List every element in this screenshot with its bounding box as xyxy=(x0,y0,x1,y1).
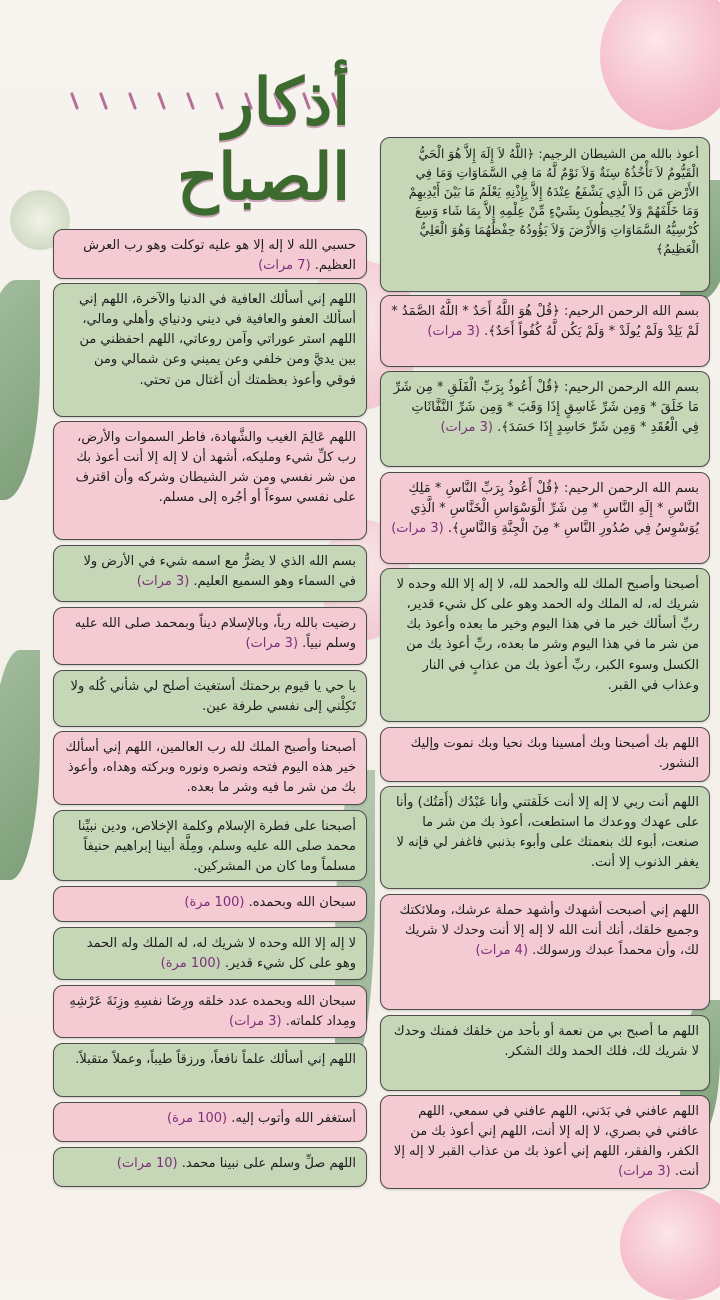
leaf-left-lower-decoration xyxy=(0,650,40,880)
dhikr-text: يا حي يا قيوم برحمتك أستغيث أصلح لي شأني كُله ولا تَكِلْني إلى نفسي طرفة عين. xyxy=(70,679,356,715)
dhikr-text: بسم الله الرحمن الرحيم: ﴿قُلْ أَعُوذُ بِرَبِّ النَّاسِ * مَلِكِ النَّاسِ * إِلَهِ النَّاسِ * مِن شَرِّ الْوَسْوَاسِ الْخَنَّاسِ * الَّذِي يُوَسْوِسُ فِي صُدُورِ النَّاسِ * مِنَ الْجِنَّةِ وَالنَّاسِ﴾. xyxy=(408,481,699,537)
dhikr-card-afiya xyxy=(53,283,367,417)
dhikr-text: حسبي الله لا إله إلا هو عليه توكلت وهو رب العرش العظيم. xyxy=(83,238,356,274)
dhikr-text: أستغفر الله وأتوب إليه. xyxy=(231,1111,356,1126)
dhikr-text: اللهم صلِّ وسلم على نبينا محمد. xyxy=(181,1156,356,1171)
dhikr-card-istighfar xyxy=(53,1102,367,1142)
dhikr-text: اللهم ما أصبح بي من نعمة أو بأحد من خلقك فمنك وحدك لا شريك لك، فلك الحمد ولك الشكر. xyxy=(393,1024,699,1060)
dhikr-text: اللهم إني أصبحت أشهدك وأشهد حملة عرشك، وملائكتك وجميع خلقك، أنك أنت الله لا إله إلا أنت وحدك لا شريك لك، وأن محمداً عبدك ورسولك. xyxy=(399,903,699,959)
dhikr-card-bika-asbahna xyxy=(380,727,710,782)
repeat-count: (7 مرات) xyxy=(258,258,311,274)
dhikr-card-ayat-al-kursi xyxy=(380,137,710,292)
repeat-count: (3 مرات) xyxy=(391,521,444,537)
dhikr-text: أصبحنا وأصبح الملك لله رب العالمين، اللهم إني أسألك خير هذه اليوم فتحه ونصره ونوره وبركته وهداه، وأعوذ بك من شر ما فيه وشر ما بعده. xyxy=(65,740,356,796)
repeat-count: (3 مرات) xyxy=(427,324,480,340)
dhikr-text: أصبحنا على فطرة الإسلام وكلمة الإخلاص، ودين نبيِّنا محمد صلى الله عليه وسلم، ومِلَّة أبينا إبراهيم حنيفاً مسلماً وما كان من المشركين. xyxy=(77,819,356,875)
dhikr-text: أعوذ بالله من الشيطان الرجيم: ﴿اللَّهُ لاَ إِلَهَ إِلاَّ هُوَ الْحَيُّ الْقَيُّومُ لاَ تَأْخُذُهُ سِنَةٌ وَلاَ نَوْمٌ لَّهُ مَا فِي السَّمَاوَاتِ وَمَا فِي الأَرْضِ مَن ذَا الَّذِي يَشْفَعُ عِنْدَهُ إِلاَّ بِإِذْنِهِ يَعْلَمُ مَا بَيْنَ أَيْدِيهِمْ وَمَا خَلْفَهُمْ وَلاَ يُحِيطُونَ بِشَيْءٍ مِّنْ عِلْمِهِ إِلاَّ بِمَا شَاء وَسِعَ كُرْسِيُّهُ السَّمَاوَاتِ وَالأَرْضَ وَلاَ يَؤُودُهُ حِفْظُهُمَا وَهُوَ الْعَلِيُّ الْعَظِيمُ﴾ xyxy=(408,146,699,256)
dhikr-card-ashhaduk xyxy=(380,894,710,1010)
repeat-count: (100 مرة) xyxy=(184,895,245,910)
dhikr-card-ikhlas xyxy=(380,295,710,367)
repeat-count: (100 مرة) xyxy=(160,956,221,972)
dhikr-text: سبحان الله وبحمده. xyxy=(248,895,356,910)
dhikr-text: اللهم إني أسألك العافية في الدنيا والآخرة، اللهم إني أسألك العفو والعافية في ديني ودنياي وأهلي ومالي، اللهم استر عوراتي وآمن روعاتي، اللهم احفظني من بين يديَّ ومن خلفي وعن يميني وعن شمالي ومن فوقي وأعوذ بعظمتك أن أغتال من تحتي. xyxy=(79,292,356,388)
dhikr-card-falaq xyxy=(380,371,710,467)
dhikr-text: اللهم عَالِمَ الغيب والشَّهادة، فاطر السموات والأرض، رب كلِّ شيء ومليكه، أشهد أن لا إله إلا أنت أعوذ بك من شر نفسي ومن شر الشيطان وشركه وأن اقترف على نفسي سوءاً أو أجُره إلى مسلم. xyxy=(75,430,356,506)
repeat-count: (100 مرة) xyxy=(167,1111,228,1126)
dhikr-text: اللهم إني أسألك علماً نافعاً، ورزقاً طيباً، وعملاً متقبلاً. xyxy=(75,1052,356,1067)
repeat-count: (4 مرات) xyxy=(475,943,529,959)
dhikr-card-salawat xyxy=(53,1147,367,1187)
dhikr-card-alim-al-ghayb xyxy=(53,421,367,540)
dhikr-text: اللهم عافني في بَدَني، اللهم عافني في سمعي، اللهم عافني في بصري، لا إله إلا أنت، اللهم إني أعوذ بك من الكفر، والفقر، اللهم إني أعوذ بك من عذاب القبر لا إله إلا أنت. xyxy=(393,1104,699,1180)
dhikr-text: بسم الله الذي لا يضرُّ مع اسمه شيء في الأرض ولا في السماء وهو السميع العليم. xyxy=(83,554,356,590)
dhikr-card-adad-khalqih xyxy=(53,985,367,1038)
dhikr-text: لا إله إلا الله وحده لا شريك له، له الملك وله الحمد وهو على كل شيء قدير. xyxy=(86,936,356,972)
dhikr-text: سبحان الله وبحمده عدد خلقه ورِضَا نفسِهِ وزِنَةَ عَرْشِهِ ومِداد كلماته. xyxy=(69,994,356,1030)
dhikr-card-asbahna xyxy=(380,568,710,722)
dhikr-card-nima xyxy=(380,1015,710,1091)
dhikr-card-afini xyxy=(380,1095,710,1189)
dhikr-card-raditu xyxy=(53,607,367,665)
repeat-count: (3 مرات) xyxy=(136,574,190,590)
page-title: أذكار الصباح xyxy=(177,65,350,215)
leaf-left-upper-decoration xyxy=(0,280,40,500)
dhikr-text: بسم الله الرحمن الرحيم: ﴿قُلْ أَعُوذُ بِرَبِّ الْفَلَقِ * مِن شَرِّ مَا خَلَقَ * وَمِن شَرِّ غَاسِقٍ إِذَا وَقَبَ * وَمِن شَرِّ النَّفَّاثَاتِ فِي الْعُقَدِ * وَمِن شَرِّ حَاسِدٍ إِذَا حَسَدَ﴾. xyxy=(393,380,699,436)
repeat-count: (3 مرات) xyxy=(440,420,493,436)
dhikr-card-fitra xyxy=(53,810,367,881)
dhikr-text: رضيت بالله رباً، وبالإسلام ديناً وبمحمد صلى الله عليه وسلم نبياً. xyxy=(74,616,356,652)
repeat-count: (3 مرات) xyxy=(245,636,299,652)
dhikr-card-subhanallah xyxy=(53,886,367,922)
dhikr-card-hasbiyallah xyxy=(53,229,367,279)
dhikr-text: اللهم أنت ربي لا إله إلا أنت خَلَقتني وأنا عَبْدُك (أَمَتُك) وأنا على عهدك ووعدك ما استطعت، أعوذ بك من شر ما صنعت، أبوء لك بنعمتك على وأبوء بذنبي فاغفر لي فإنه لا يغفر الذنوب إلا أنت. xyxy=(395,795,699,871)
dhikr-text: بسم الله الرحمن الرحيم: ﴿قُلْ هُوَ اللَّهُ أَحَدٌ * اللَّهُ الصَّمَدُ * لَمْ يَلِدْ وَلَمْ يُولَدْ * وَلَمْ يَكُن لَّهُ كُفُواً أَحَدٌ﴾. xyxy=(391,304,699,340)
dhikr-text: اللهم بك أصبحنا وبك أمسينا وبك نحيا وبك نموت وإليك النشور. xyxy=(410,736,699,772)
flower-bottom-right-decoration xyxy=(620,1190,720,1300)
repeat-count: (3 مرات) xyxy=(229,1014,282,1030)
dhikr-card-ya-hayy xyxy=(53,670,367,727)
flower-top-right-decoration xyxy=(600,0,720,130)
dhikr-card-tahlil xyxy=(53,927,367,980)
dhikr-card-ilman-nafian xyxy=(53,1043,367,1097)
dhikr-card-sayyid-al-istighfar xyxy=(380,786,710,889)
dhikr-card-bismillah-la-yadurr xyxy=(53,545,367,602)
repeat-count: (10 مرات) xyxy=(116,1156,178,1171)
repeat-count: (3 مرات) xyxy=(618,1164,671,1180)
dhikr-card-asbahna-rabb xyxy=(53,731,367,805)
dhikr-card-nas xyxy=(380,472,710,564)
dhikr-text: أصبحنا وأصبح الملك لله والحمد لله، لا إله إلا الله وحده لا شريك له، له الملك وله الحمد وهو على كل شيء قدير، ربِّ أسألك خير ما في هذا اليوم وخير ما بعده وأعوذ بك من شر ما في هذا اليوم وشر ما بعده، ربِّ أعوذ بك من الكسل وسوء الكبر، ربِّ أعوذ بك من عذابٍ في النار وعذاب في القبر. xyxy=(396,577,699,693)
